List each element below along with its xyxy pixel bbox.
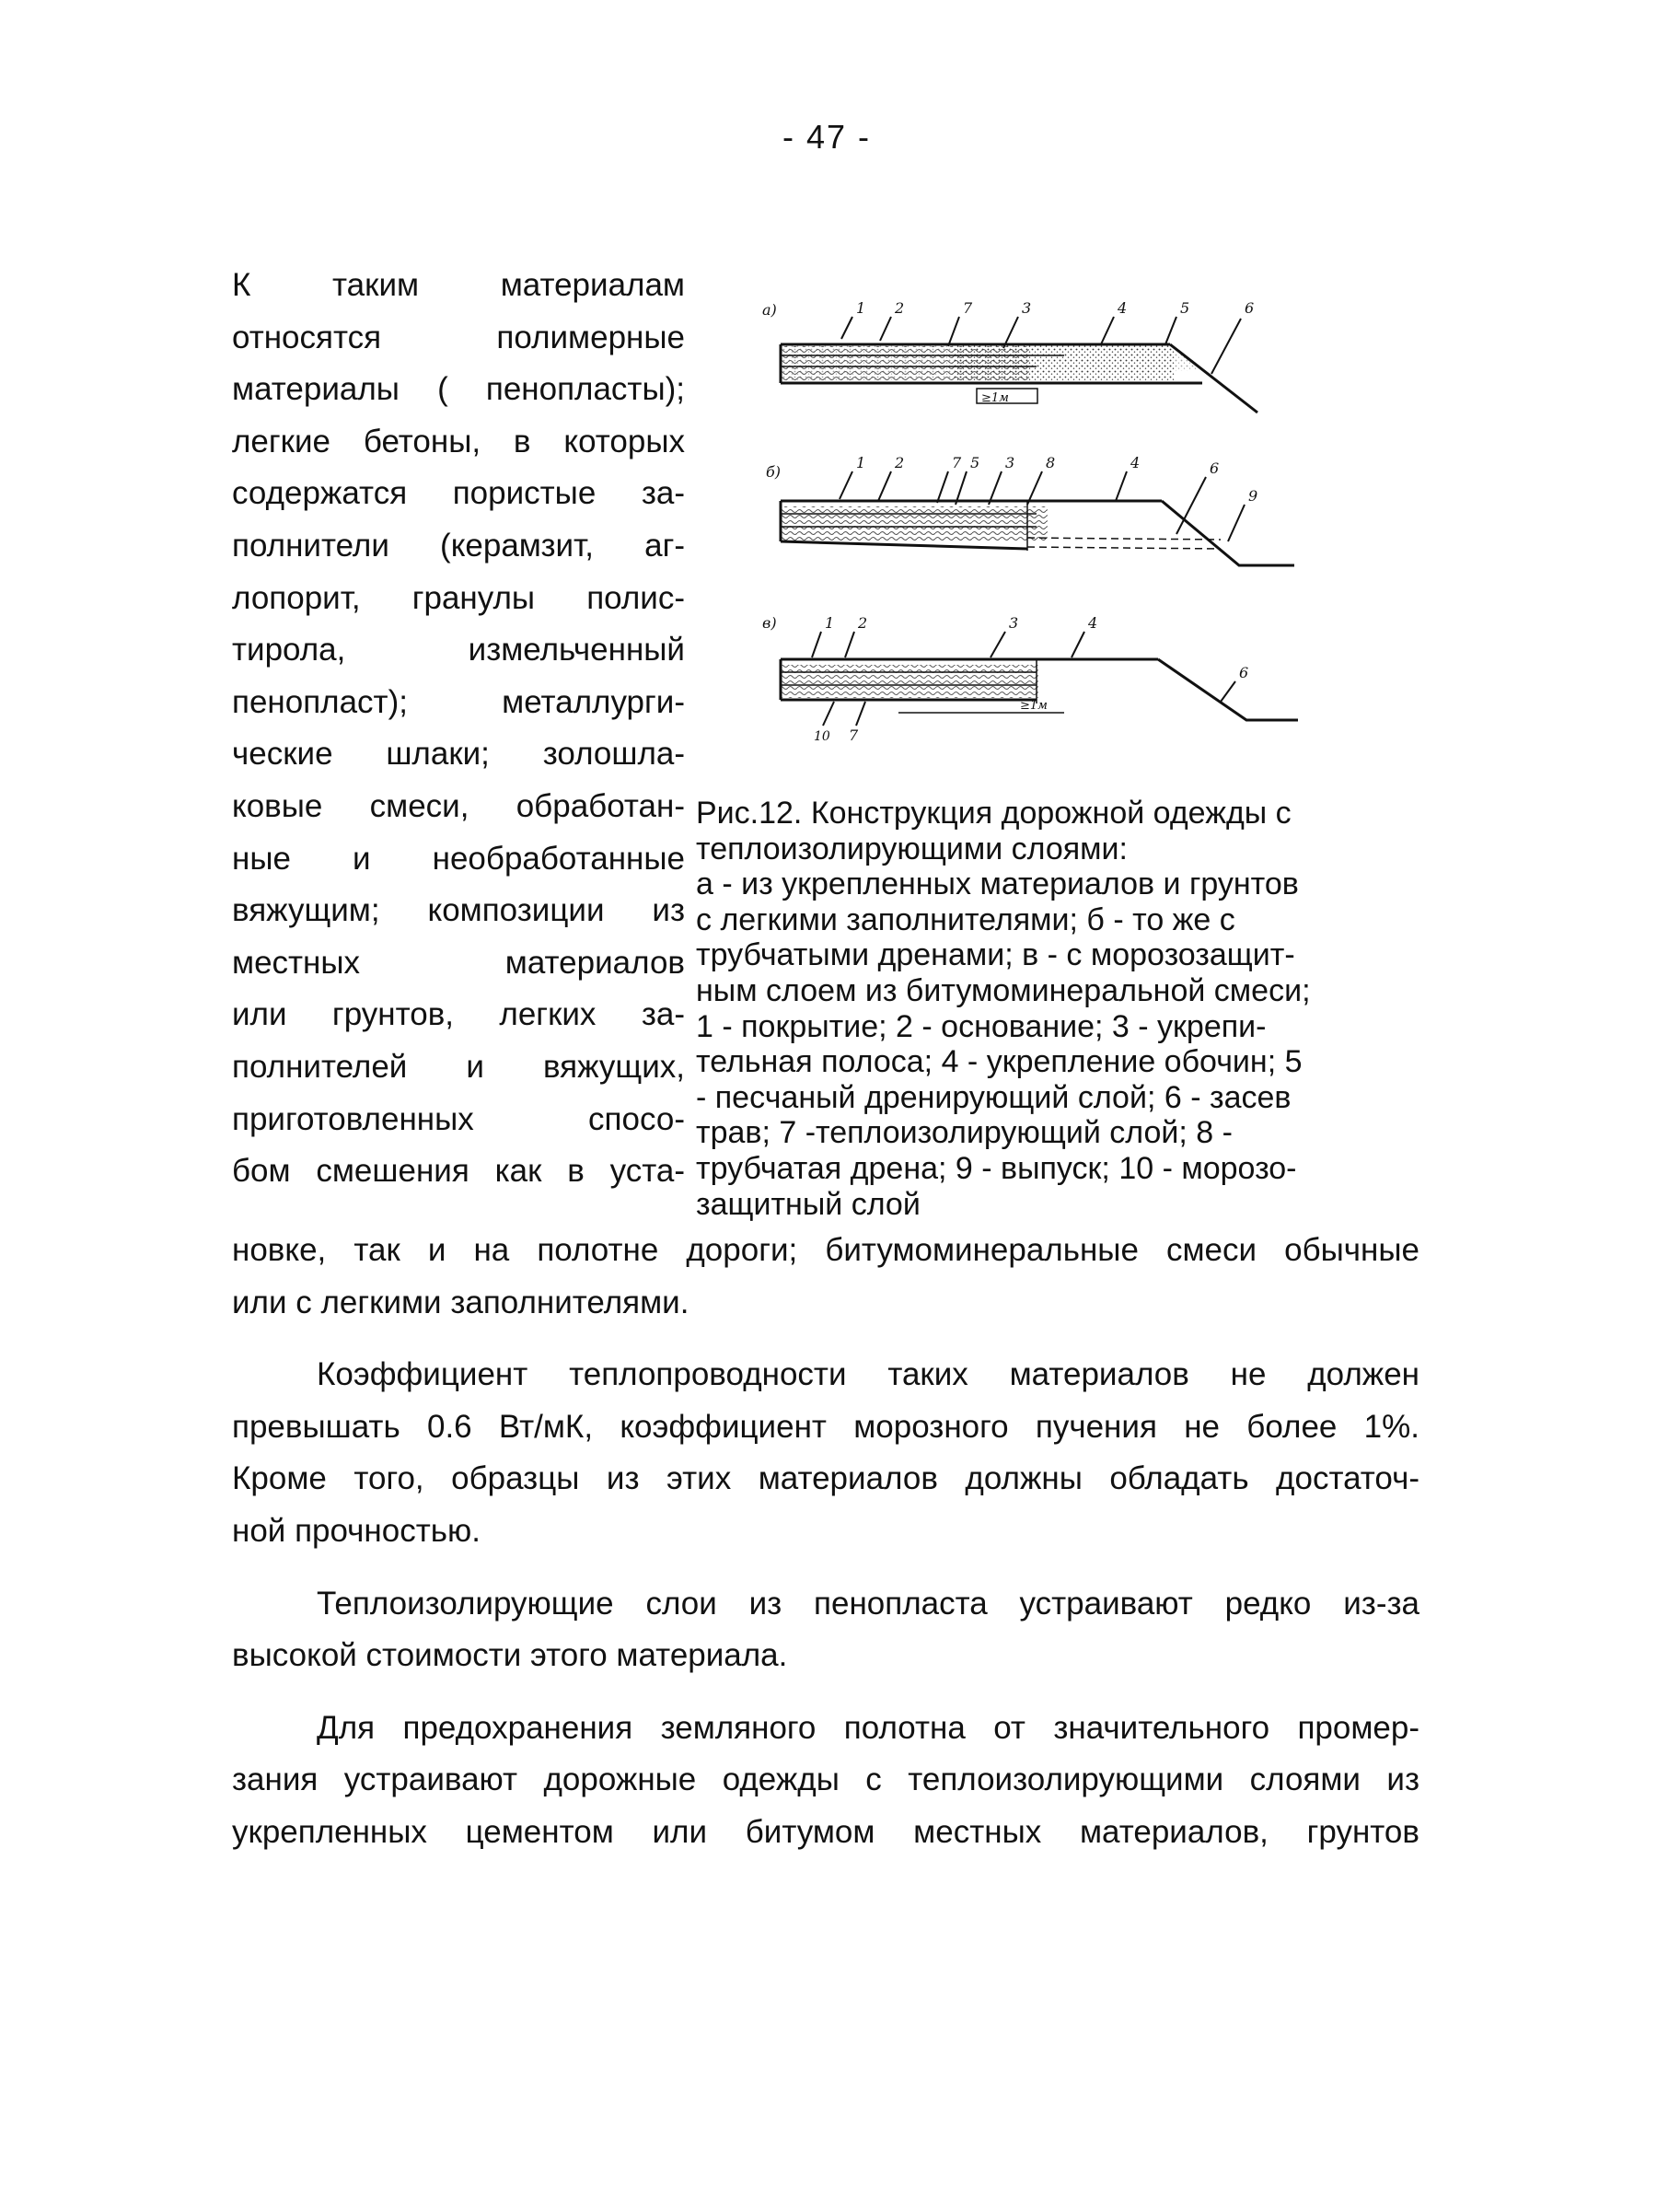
- paragraph: [232, 1225, 1419, 1329]
- text-line: относятся полимерные: [232, 319, 685, 355]
- panel-label: а): [762, 301, 777, 319]
- text-line: тирола, измельченный: [232, 632, 685, 669]
- callout-number: 3: [1009, 614, 1019, 632]
- callout-number: 8: [1046, 454, 1056, 471]
- text-line: или грунтов, легких за-: [232, 996, 685, 1033]
- text-line: местных материалов: [232, 944, 685, 981]
- dimension-label: ≥1м: [1020, 699, 1048, 713]
- text-line: зания устраивают дорожные одежды с теплоизолирующими слоями из: [232, 1761, 1419, 1798]
- road-construction-figure: [760, 293, 1359, 772]
- text-line: Кроме того, образцы из этих материалов должны обладать достаточ-: [232, 1460, 1419, 1497]
- callout-number: 6: [1210, 459, 1220, 477]
- caption-line: Рис.12. Конструкция дорожной одежды с: [696, 796, 1292, 831]
- text-line: К таким материалам: [232, 267, 685, 303]
- text-line: лопорит, гранулы полис-: [232, 579, 685, 616]
- callout-number: 4: [1118, 299, 1128, 317]
- callout-number: 2: [858, 614, 868, 632]
- paragraph: [232, 1703, 1419, 1859]
- callout-number: 2: [895, 454, 905, 471]
- text-line: укрепленных цементом или битумом местных материалов, грунтов: [232, 1813, 1419, 1850]
- callout-number: 1: [856, 454, 866, 471]
- left-column-text: [232, 260, 685, 1198]
- callout-number: 3: [1005, 454, 1015, 471]
- text-line: высокой стоимости этого материала.: [232, 1637, 788, 1674]
- callout-number: 7: [952, 454, 962, 471]
- figure-panel-a: [762, 299, 1257, 413]
- text-line: Для предохранения земляного полотна от значительного промер-: [317, 1709, 1419, 1746]
- text-line: ческие шлаки; золошла-: [232, 736, 685, 773]
- panel-label: б): [766, 463, 782, 481]
- callout-number: 10: [814, 729, 830, 744]
- caption-line: 1 - покрытие; 2 - основание; 3 - укрепи-: [696, 1008, 1267, 1044]
- caption-line: тельная полоса; 4 - укрепление обочин; 5: [696, 1044, 1303, 1080]
- text-line: вяжущим; композиции из: [232, 892, 685, 929]
- callout-number: 7: [849, 727, 859, 744]
- caption-line: защитный слой: [696, 1186, 921, 1222]
- callout-number: 3: [1022, 299, 1032, 317]
- text-line: или с легкими заполнителями.: [232, 1284, 689, 1320]
- text-line: ковые смеси, обработан-: [232, 787, 685, 824]
- text-line: полнителей и вяжущих,: [232, 1048, 685, 1085]
- text-line: новке, так и на полотне дороги; битумоминеральные смеси обычные: [232, 1232, 1419, 1268]
- callout-number: 7: [963, 299, 973, 317]
- text-line: превышать 0.6 Вт/мК, коэффициент морозного пучения не более 1%.: [232, 1408, 1419, 1445]
- callout-number: 5: [1180, 299, 1190, 317]
- text-line: бом смешения как в уста-: [232, 1153, 685, 1190]
- caption-line: ным слоем из битумоминеральной смеси;: [696, 972, 1311, 1008]
- callout-number: 1: [825, 614, 835, 632]
- caption-line: теплоизолирующими слоями:: [696, 831, 1128, 866]
- caption-line: трав; 7 -теплоизолирующий слой; 8 -: [696, 1115, 1233, 1151]
- caption-line: трубчатыми дренами; в - с морозозащит-: [696, 937, 1295, 973]
- text-line: ной прочностью.: [232, 1512, 481, 1549]
- callout-number: 1: [856, 299, 866, 317]
- text-line: материалы ( пенопласты);: [232, 371, 685, 408]
- text-line: легкие бетоны, в которых: [232, 423, 685, 459]
- paragraph: [232, 1578, 1419, 1682]
- caption-line: трубчатая дрена; 9 - выпуск; 10 - морозо-: [696, 1150, 1297, 1186]
- callout-number: 2: [895, 299, 905, 317]
- panel-label: в): [762, 614, 777, 632]
- main-body-text: [232, 1225, 1419, 1859]
- callout-number: 5: [970, 454, 980, 471]
- text-line: ные и необработанные: [232, 840, 685, 877]
- callout-number: 6: [1245, 299, 1255, 317]
- text-line: содержатся пористые за-: [232, 475, 685, 512]
- dimension-label: ≥1м: [981, 391, 1009, 405]
- caption-line: а - из укрепленных материалов и грунтов: [696, 866, 1299, 902]
- text-line: полнители (керамзит, аг-: [232, 527, 685, 564]
- caption-line: с легкими заполнителями; б - то же с: [696, 901, 1235, 937]
- callout-number: 9: [1248, 487, 1258, 505]
- page-number: - 47 -: [782, 118, 872, 156]
- figure-caption: [696, 796, 1414, 1222]
- text-line: Коэффициент теплопроводности таких материалов не должен: [317, 1356, 1419, 1393]
- text-line: приготовленных спосо-: [232, 1100, 685, 1137]
- figure-panel-c: [762, 614, 1298, 744]
- callout-number: 4: [1088, 614, 1098, 632]
- callout-number: 6: [1239, 664, 1249, 681]
- callout-number: 4: [1130, 454, 1141, 471]
- caption-line: - песчаный дренирующий слой; 6 - засев: [696, 1079, 1292, 1115]
- text-line: Теплоизолирующие слои из пенопласта устраивают редко из-за: [317, 1585, 1419, 1622]
- figure-panel-b: [766, 454, 1294, 565]
- paragraph: [232, 1349, 1419, 1557]
- text-line: пенопласт); металлурги-: [232, 683, 685, 720]
